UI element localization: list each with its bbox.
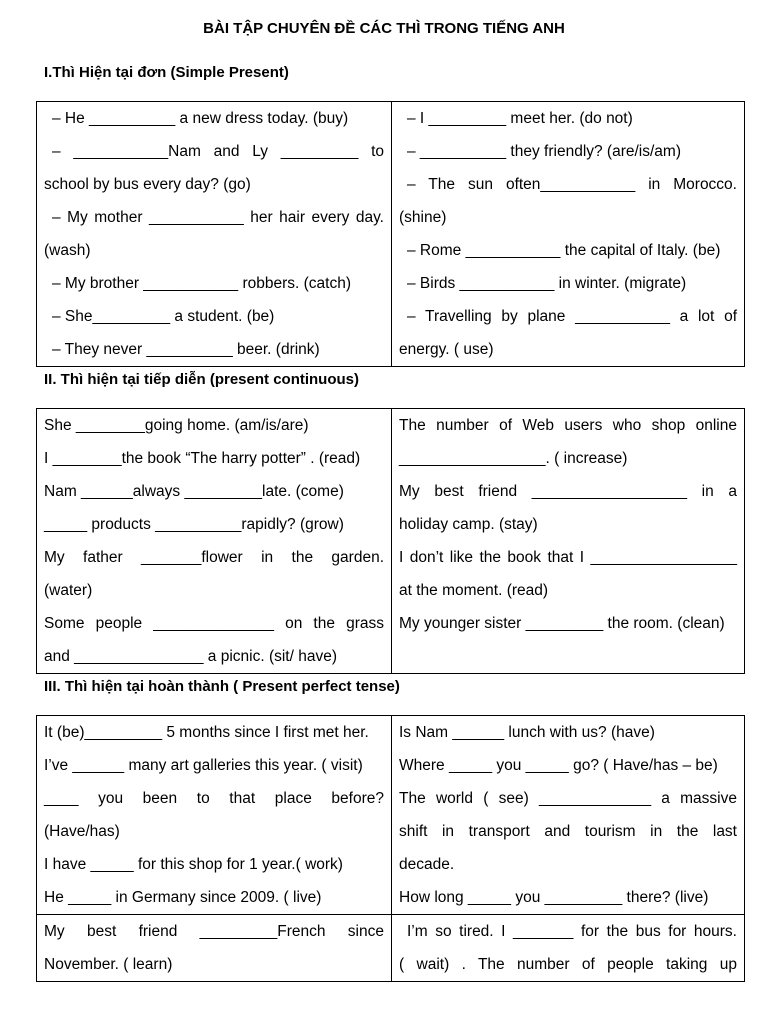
exercise-line: I ________the book “The harry potter” . (read) (44, 450, 361, 467)
exercise-line: My best friend __________________ in a (399, 483, 737, 500)
exercise-line: holiday camp. (stay) (399, 516, 538, 533)
exercise-line: at the moment. (read) (399, 582, 549, 599)
exercise-line: decade. (399, 856, 455, 873)
exercise-line: – The sun often___________ in Morocco. (407, 176, 737, 193)
exercise-line: (water) (44, 582, 93, 599)
exercise-line: The number of Web users who shop online (399, 417, 737, 434)
section-heading-simple-present: I.Thì Hiện tại đơn (Simple Present) (44, 64, 289, 81)
exercise-line: (Have/has) (44, 823, 120, 840)
right-column (392, 716, 745, 915)
exercise-line: I have _____ for this shop for 1 year.( work) (44, 856, 343, 873)
document-title: BÀI TẬP CHUYÊN ĐỀ CÁC THÌ TRONG TIẾNG ANH (203, 20, 565, 37)
exercise-line: My father _______flower in the garden. (44, 549, 384, 566)
section-heading-present-continuous: II. Thì hiện tại tiếp diễn (present continuous) (44, 371, 360, 388)
exercise-line: November. ( learn) (44, 956, 173, 973)
left-column (37, 915, 392, 982)
exercise-line: Where _____ you _____ go? ( Have/has – be) (399, 757, 718, 774)
right-column (392, 915, 745, 982)
exercise-line: How long _____ you _________ there? (live) (399, 889, 709, 906)
exercise-line: I’m so tired. I _______ for the bus for hours. (407, 923, 737, 940)
right-column (392, 102, 745, 367)
exercise-line: I don’t like the book that I _________________ (399, 549, 737, 566)
exercise-line: Is Nam ______ lunch with us? (have) (399, 724, 655, 741)
exercise-line: – He __________ a new dress today. (buy) (52, 110, 349, 127)
exercise-table-present-continuous (36, 408, 745, 674)
exercise-line: – __________ they friendly? (are/is/am) (407, 143, 681, 160)
exercise-line: – Travelling by plane ___________ a lot of (407, 308, 737, 325)
exercise-line: _____ products __________rapidly? (grow) (44, 516, 344, 533)
section-heading-present-perfect: III. Thì hiện tại hoàn thành ( Present perfect tense) (44, 678, 400, 695)
exercise-line: – ___________Nam and Ly _________ to (52, 143, 384, 160)
exercise-line: – I _________ meet her. (do not) (407, 110, 633, 127)
exercise-line: Nam ______always _________late. (come) (44, 483, 344, 500)
exercise-line: shift in transport and tourism in the last (399, 823, 737, 840)
exercise-line: The world ( see) _____________ a massive (399, 790, 737, 807)
right-column (392, 409, 745, 674)
exercise-line: He _____ in Germany since 2009. ( live) (44, 889, 322, 906)
exercise-line: – My mother ___________ her hair every day. (52, 209, 384, 226)
exercise-line: (wash) (44, 242, 91, 259)
left-column (37, 102, 392, 367)
left-column (37, 716, 392, 915)
exercise-line: – My brother ___________ robbers. (catch) (52, 275, 351, 292)
exercise-line: – Birds ___________ in winter. (migrate) (407, 275, 687, 292)
exercise-line: ( wait) . The number of people taking up (399, 956, 737, 973)
exercise-line: – They never __________ beer. (drink) (52, 341, 320, 358)
exercise-table-simple-present (36, 101, 745, 367)
exercise-line: – She_________ a student. (be) (52, 308, 275, 325)
exercise-line: ____ you been to that place before? (44, 790, 384, 807)
exercise-table-present-perfect (36, 715, 745, 982)
exercise-line: It (be)_________ 5 months since I first met her. (44, 724, 369, 741)
exercise-line: school by bus every day? (go) (44, 176, 251, 193)
exercise-line: I’ve ______ many art galleries this year. ( visit) (44, 757, 363, 774)
exercise-line: My best friend _________French since (44, 923, 384, 940)
exercise-line: Some people ______________ on the grass (44, 615, 384, 632)
exercise-line: and _______________ a picnic. (sit/ have) (44, 648, 337, 665)
exercise-line: _________________. ( increase) (399, 450, 628, 467)
exercise-line: – Rome ___________ the capital of Italy. (be) (407, 242, 721, 259)
exercise-line: energy. ( use) (399, 341, 494, 358)
exercise-line: She ________going home. (am/is/are) (44, 417, 309, 434)
left-column (37, 409, 392, 674)
exercise-line: (shine) (399, 209, 447, 226)
exercise-line: My younger sister _________ the room. (clean) (399, 615, 725, 632)
